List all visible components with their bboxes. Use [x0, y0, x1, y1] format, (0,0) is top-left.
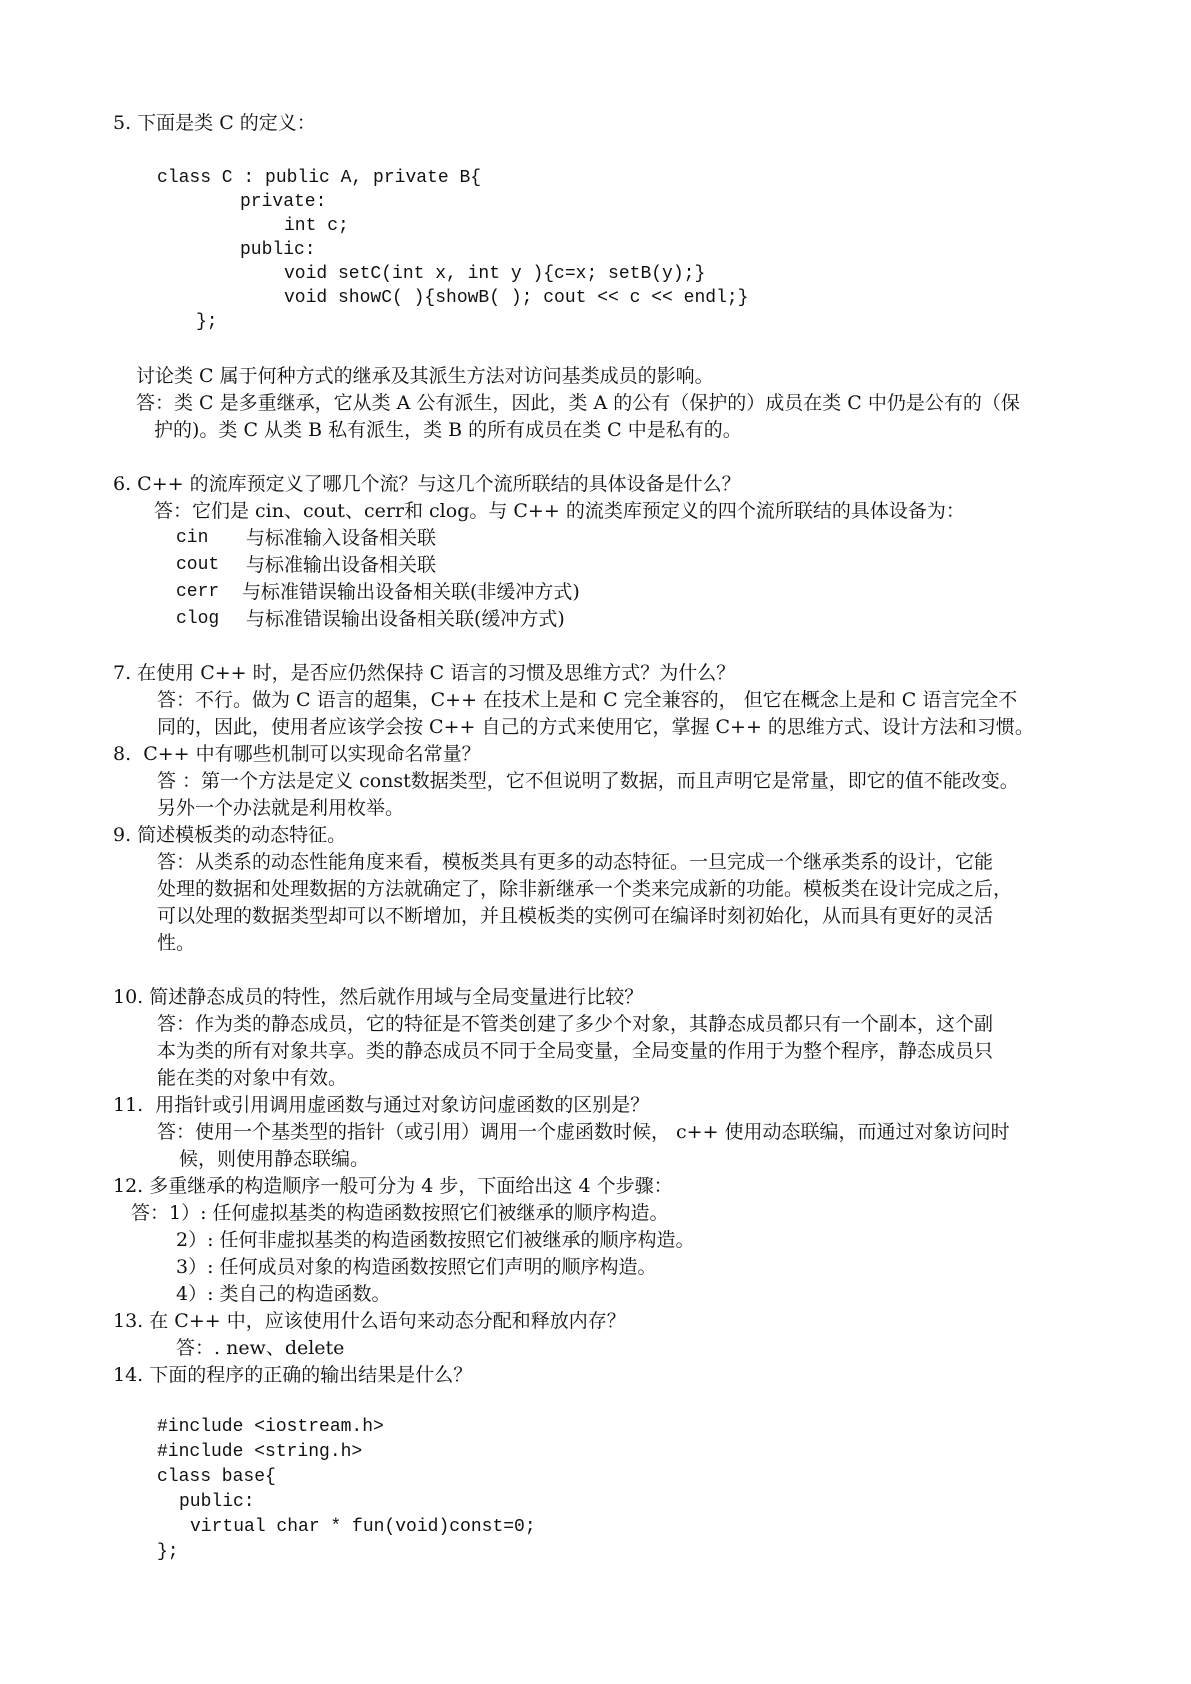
stream-desc: 与标准输入设备相关联 [246, 527, 437, 549]
stream-name: cin [176, 528, 209, 548]
code-line: public: [240, 240, 316, 260]
question-11: 11. 用指针或引用调用虚函数与通过对象访问虚函数的区别是？ [113, 1094, 650, 1116]
stream-name: cout [176, 555, 220, 575]
code-line: #include <iostream.h> [157, 1417, 384, 1437]
code-line: private: [240, 192, 327, 212]
question-12: 12. 多重继承的构造顺序一般可分为 4 步，下面给出这 4 个步骤： [113, 1175, 673, 1197]
code-line: #include <string.h> [157, 1442, 363, 1462]
code-line: }; [196, 312, 218, 332]
answer-8-line: 另外一个办法就是利用枚举。 [157, 797, 405, 819]
question-7: 7. 在使用 C++ 时，是否应仍然保持 C 语言的习惯及思维方式？为什么？ [113, 662, 736, 684]
answer-5-line: 护的)。类 C 从类 B 私有派生，类 B 的所有成员在类 C 中是私有的。 [154, 419, 742, 441]
code-line: }; [157, 1542, 179, 1562]
answer-12-step: 4）: 类自己的构造函数。 [176, 1283, 391, 1305]
answer-7-line: 答：不行。做为 C 语言的超集，C++ 在技术上是和 C 完全兼容的， 但它在概念上是和 C 语言完全不 [157, 689, 1018, 711]
question-8: 8. C++ 中有哪些机制可以实现命名常量？ [113, 743, 481, 765]
code-line: public: [179, 1492, 255, 1512]
answer-9-line: 答：从类系的动态性能角度来看，模板类具有更多的动态特征。一旦完成一个继承类系的设计，它能 [157, 851, 994, 873]
stream-desc: 与标准错误输出设备相关联(非缓冲方式) [242, 581, 580, 603]
question-10: 10. 简述静态成员的特性，然后就作用域与全局变量进行比较？ [113, 986, 644, 1008]
question-14: 14. 下面的程序的正确的输出结果是什么？ [113, 1364, 473, 1386]
answer-12-step: 2）: 任何非虚拟基类的构造函数按照它们被继承的顺序构造。 [176, 1229, 695, 1251]
answer-12-step: 答：1）: 任何虚拟基类的构造函数按照它们被继承的顺序构造。 [131, 1202, 669, 1224]
answer-9-line: 性。 [157, 932, 196, 954]
stream-name: clog [176, 609, 220, 629]
stream-desc: 与标准错误输出设备相关联(缓冲方式) [246, 608, 565, 630]
question-9: 9. 简述模板类的动态特征。 [113, 824, 347, 846]
code-line: void setC(int x, int y ){c=x; setB(y);} [284, 264, 706, 284]
question-6: 6. C++ 的流库预定义了哪几个流？与这几个流所联结的具体设备是什么？ [113, 473, 741, 495]
code-line: void showC( ){showB( ); cout << c << endl;} [284, 288, 749, 308]
answer-11-line: 候，则使用静态联编。 [179, 1148, 370, 1170]
answer-10-line: 本为类的所有对象共享。类的静态成员不同于全局变量，全局变量的作用于为整个程序，静态成员只 [157, 1040, 994, 1062]
stream-desc: 与标准输出设备相关联 [246, 554, 437, 576]
code-line: int c; [284, 216, 349, 236]
answer-8-line: 答 ：第一个方法是定义 const数据类型，它不但说明了数据，而且声明它是常量，即它的值不能改变。 [157, 770, 1019, 792]
answer-6: 答：它们是 cin、cout、cerr和 clog。与 C++ 的流类库预定义的四个流所联结的具体设备为： [154, 500, 965, 522]
answer-9-line: 处理的数据和处理数据的方法就确定了，除非新继承一个类来完成新的功能。模板类在设计完成之后， [157, 878, 1013, 900]
answer-7-line: 同的，因此，使用者应该学会按 C++ 自己的方式来使用它，掌握 C++ 的思维方式、设计方法和习惯。 [157, 716, 1034, 738]
answer-5-line: 答：类 C 是多重继承，它从类 A 公有派生，因此，类 A 的公有（保护的）成员在类 C 中仍是公有的（保 [136, 392, 1020, 414]
answer-10-line: 能在类的对象中有效。 [157, 1067, 348, 1089]
question-5: 5. 下面是类 C 的定义： [113, 112, 316, 134]
code-line: virtual char * fun(void)const=0; [190, 1517, 536, 1537]
answer-10-line: 答：作为类的静态成员，它的特征是不管类创建了多少个对象，其静态成员都只有一个副本，这个副 [157, 1013, 994, 1035]
answer-12-step: 3）: 任何成员对象的构造函数按照它们声明的顺序构造。 [176, 1256, 657, 1278]
code-line: class C : public A, private B{ [157, 168, 482, 188]
question-13: 13. 在 C++ 中，应该使用什么语句来动态分配和释放内存？ [113, 1310, 626, 1332]
answer-11-line: 答：使用一个基类型的指针（或引用）调用一个虚函数时候， c++ 使用动态联编，而通过对象访问时 [157, 1121, 1010, 1143]
answer-9-line: 可以处理的数据类型却可以不断增加，并且模板类的实例可在编译时刻初始化，从而具有更好的灵活 [157, 905, 994, 927]
code-line: class base{ [157, 1467, 276, 1487]
stream-name: cerr [176, 582, 220, 602]
answer-13: 答：. new、delete [176, 1337, 345, 1359]
question-5-prompt: 讨论类 C 属于何种方式的继承及其派生方法对访问基类成员的影响。 [136, 365, 714, 387]
